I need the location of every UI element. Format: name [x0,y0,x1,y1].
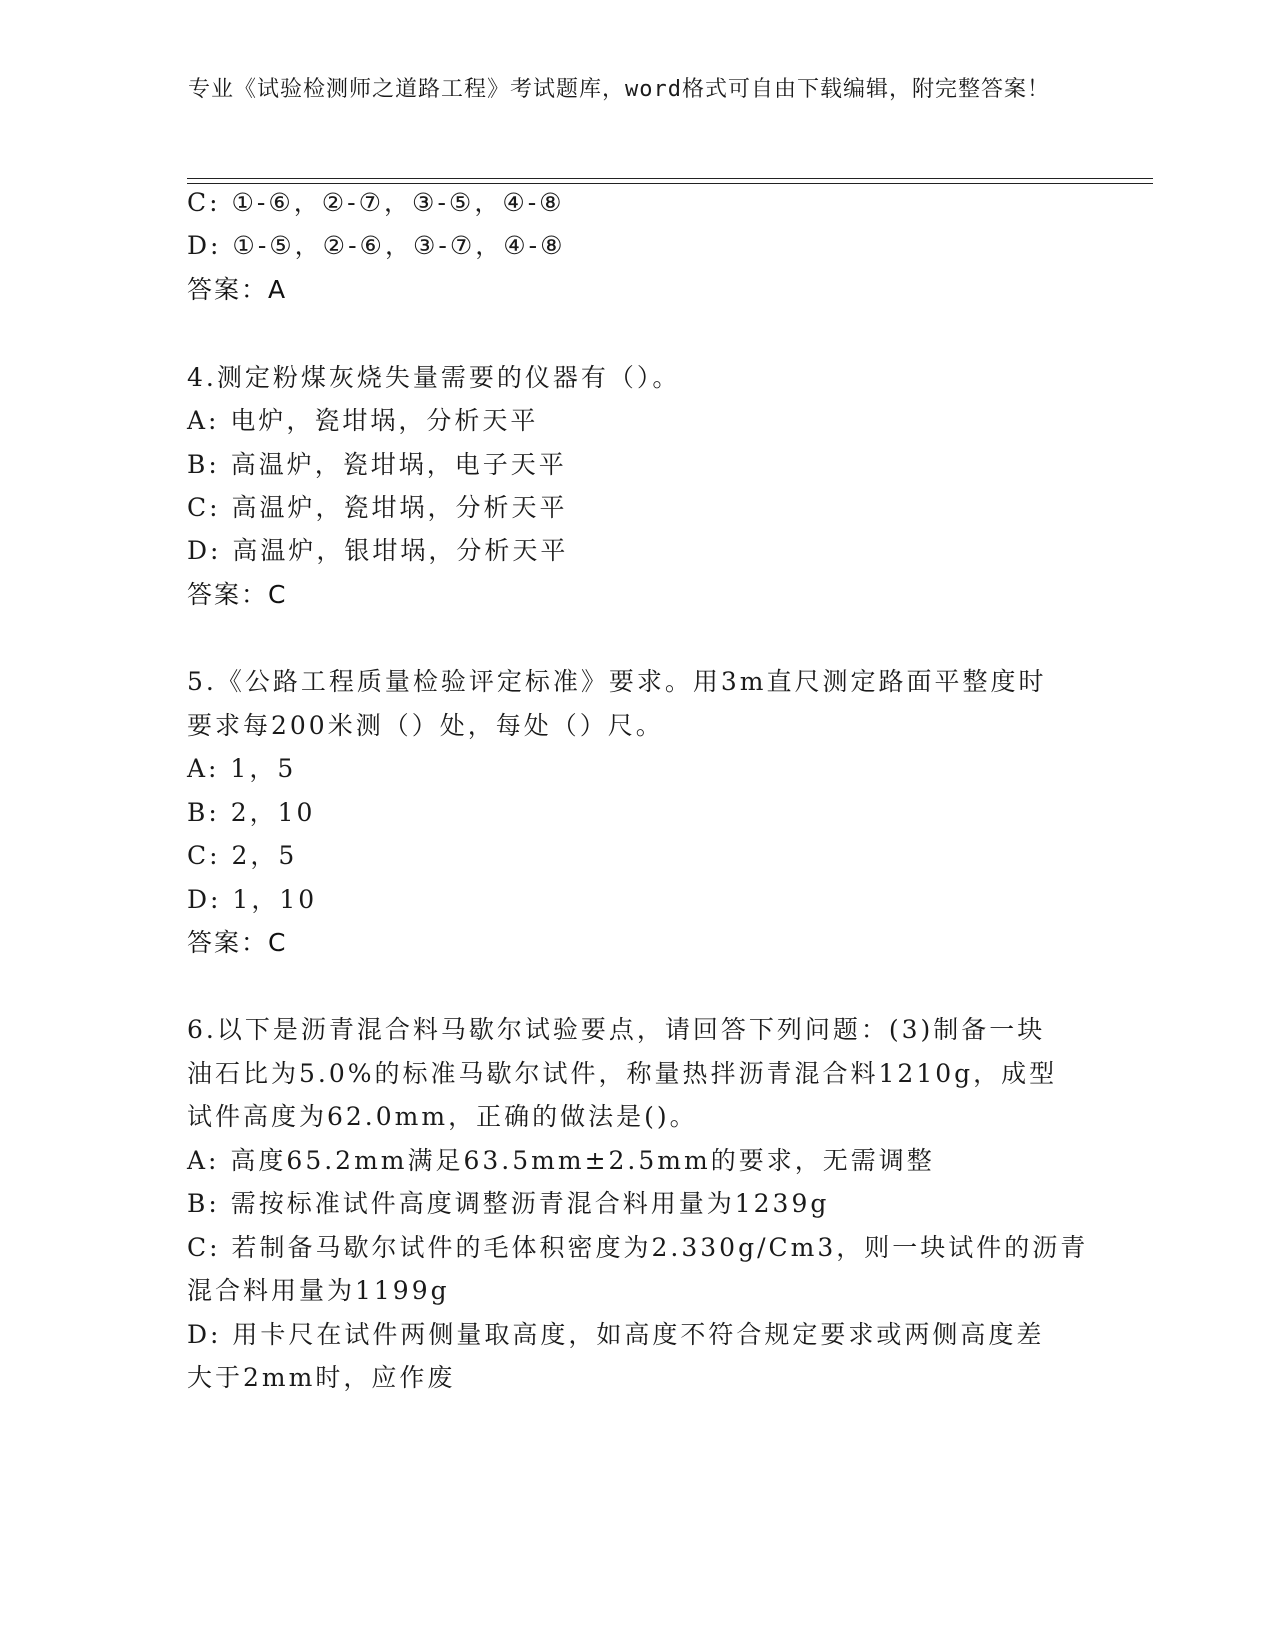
q5-option-b: B: 2，10 [187,798,316,827]
q4-option-d: D: 高温炉，银坩埚，分析天平 [187,536,569,565]
q6-stem-line3: 试件高度为62.0mm，正确的做法是()。 [187,1102,698,1131]
q6-option-a: A: 高度65.2mm满足63.5mm±2.5mm的要求，无需调整 [187,1146,935,1175]
prev-option-d: D: ①-⑤，②-⑥，③-⑦，④-⑧ [187,231,566,260]
q4-answer: 答案：C [187,580,288,609]
prev-answer: 答案：A [187,275,288,304]
q5-option-a: A: 1，5 [187,754,297,783]
q4-option-c: C: 高温炉，瓷坩埚，分析天平 [187,493,568,522]
q6-option-c-line2: 混合料用量为1199g [187,1276,450,1305]
document-header: 专业《试验检测师之道路工程》考试题库，word格式可自由下载编辑，附完整答案！ [188,77,1050,102]
q6-stem-line2: 油石比为5.0%的标准马歇尔试件，称量热拌沥青混合料1210g，成型 [187,1059,1058,1088]
q5-option-d: D: 1，10 [187,885,318,914]
q6-stem-line1: 6.以下是沥青混合料马歇尔试验要点，请回答下列问题：(3)制备一块 [187,1015,1046,1044]
q4-stem: 4.测定粉煤灰烧失量需要的仪器有（）。 [187,363,681,392]
q5-stem-line2: 要求每200米测（）处，每处（）尺。 [187,711,664,740]
q6-option-b: B: 需按标准试件高度调整沥青混合料用量为1239g [187,1189,830,1218]
q4-option-a: A: 电炉，瓷坩埚，分析天平 [187,406,539,435]
prev-option-c: C: ①-⑥，②-⑦，③-⑤，④-⑧ [187,188,565,217]
q6-option-d-line1: D: 用卡尺在试件两侧量取高度，如高度不符合规定要求或两侧高度差 [187,1320,1045,1349]
header-rule-top [187,178,1153,179]
q4-option-b: B: 高温炉，瓷坩埚，电子天平 [187,450,567,479]
q6-option-d-line2: 大于2mm时，应作废 [187,1363,456,1392]
q5-option-c: C: 2，5 [187,841,298,870]
q5-answer: 答案：C [187,928,288,957]
header-rule-bottom [187,183,1153,184]
q6-option-c-line1: C: 若制备马歇尔试件的毛体积密度为2.330g/Cm3，则一块试件的沥青 [187,1233,1089,1262]
q5-stem-line1: 5.《公路工程质量检验评定标准》要求。用3m直尺测定路面平整度时 [187,667,1047,696]
